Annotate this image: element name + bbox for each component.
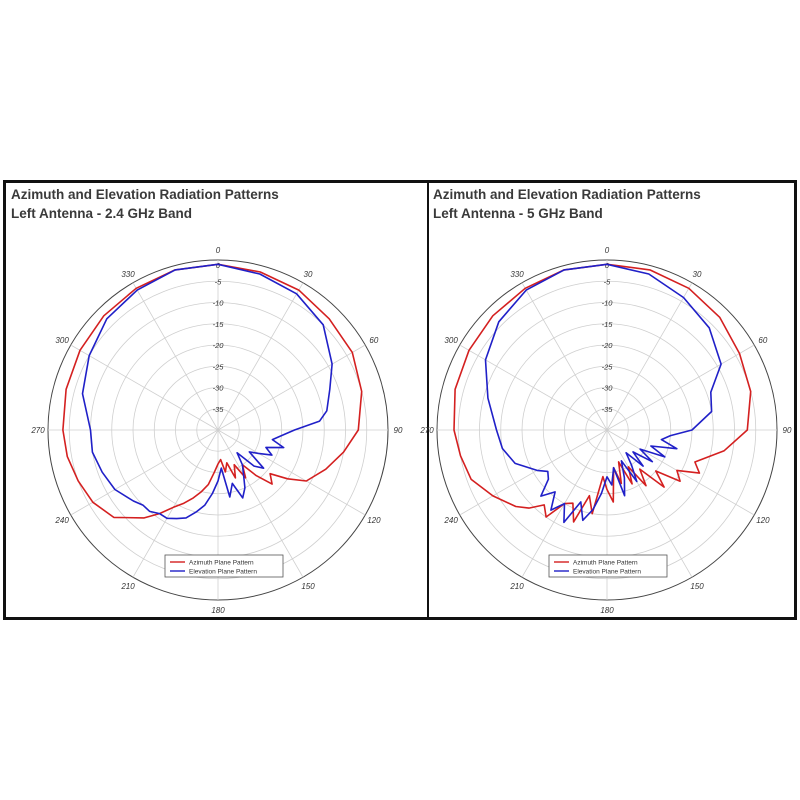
radial-tick-label: -25	[601, 362, 613, 372]
angle-tick-label: 180	[600, 606, 614, 615]
legend-label: Azimuth Plane Pattern	[189, 559, 254, 567]
chart-title: Azimuth and Elevation Radiation Patterns	[433, 187, 701, 202]
angle-tick-label: 300	[55, 336, 69, 345]
grid-spoke	[133, 283, 218, 430]
angle-tick-label: 210	[510, 581, 524, 591]
angle-tick-label: 270	[31, 426, 45, 435]
chart-subtitle: Left Antenna - 2.4 GHz Band	[11, 206, 193, 221]
legend-label: Elevation Plane Pattern	[189, 568, 257, 576]
angle-tick-label: 270	[420, 426, 434, 435]
grid-spoke	[522, 283, 607, 430]
legend-label: Elevation Plane Pattern	[573, 568, 641, 576]
chart-subtitle: Left Antenna - 5 GHz Band	[433, 206, 603, 221]
angle-tick-label: 180	[211, 606, 225, 615]
legend	[549, 555, 667, 577]
radial-tick-label: -30	[212, 383, 224, 393]
grid-spoke	[71, 345, 218, 430]
radial-tick-label: -25	[212, 362, 224, 372]
angle-tick-label: 240	[55, 516, 69, 525]
radial-tick-label: -15	[601, 319, 613, 329]
grid-spoke	[218, 345, 365, 430]
radial-tick-label: -20	[601, 341, 613, 350]
radial-tick-label: -15	[212, 319, 224, 329]
angle-tick-label: 330	[510, 270, 524, 280]
radial-tick-label: -35	[212, 404, 224, 414]
chart-title: Azimuth and Elevation Radiation Patterns	[11, 187, 279, 202]
radial-tick-label: 0	[215, 261, 221, 270]
grid-spoke	[607, 283, 692, 430]
grid-spoke	[460, 345, 607, 430]
radial-tick-label: -10	[212, 298, 224, 308]
angle-tick-label: 90	[393, 426, 403, 435]
angle-tick-label: 150	[301, 581, 315, 591]
angle-tick-label: 240	[444, 516, 458, 525]
angle-tick-label: 300	[444, 336, 458, 345]
grid-spoke	[218, 283, 303, 430]
radial-tick-label: -35	[601, 404, 613, 414]
angle-tick-label: 210	[121, 581, 135, 591]
angle-tick-label: 330	[121, 270, 135, 280]
chart-panel-5ghz	[420, 183, 794, 617]
polar-chart-2-4ghz	[3, 183, 427, 617]
radial-tick-label: -20	[212, 341, 224, 350]
angle-tick-label: 0	[215, 246, 221, 255]
angle-tick-label: 60	[369, 336, 379, 345]
radial-tick-label: -5	[603, 277, 611, 287]
radial-tick-label: -5	[214, 277, 222, 287]
angle-tick-label: 120	[367, 516, 381, 525]
angle-tick-label: 30	[303, 270, 313, 280]
angle-tick-label: 150	[690, 581, 704, 591]
angle-tick-label: 60	[758, 336, 768, 345]
radial-tick-label: -10	[601, 298, 613, 308]
angle-tick-label: 90	[782, 426, 792, 435]
chart-panel-2-4ghz	[3, 183, 427, 617]
angle-tick-label: 30	[692, 270, 702, 280]
angle-tick-label: 120	[756, 516, 770, 525]
polar-chart-5ghz	[420, 183, 794, 617]
radial-tick-label: -30	[601, 383, 613, 393]
legend	[165, 555, 283, 577]
grid-spoke	[607, 345, 754, 430]
angle-tick-label: 0	[604, 246, 610, 255]
legend-label: Azimuth Plane Pattern	[573, 559, 638, 567]
radial-tick-label: 0	[604, 261, 610, 270]
